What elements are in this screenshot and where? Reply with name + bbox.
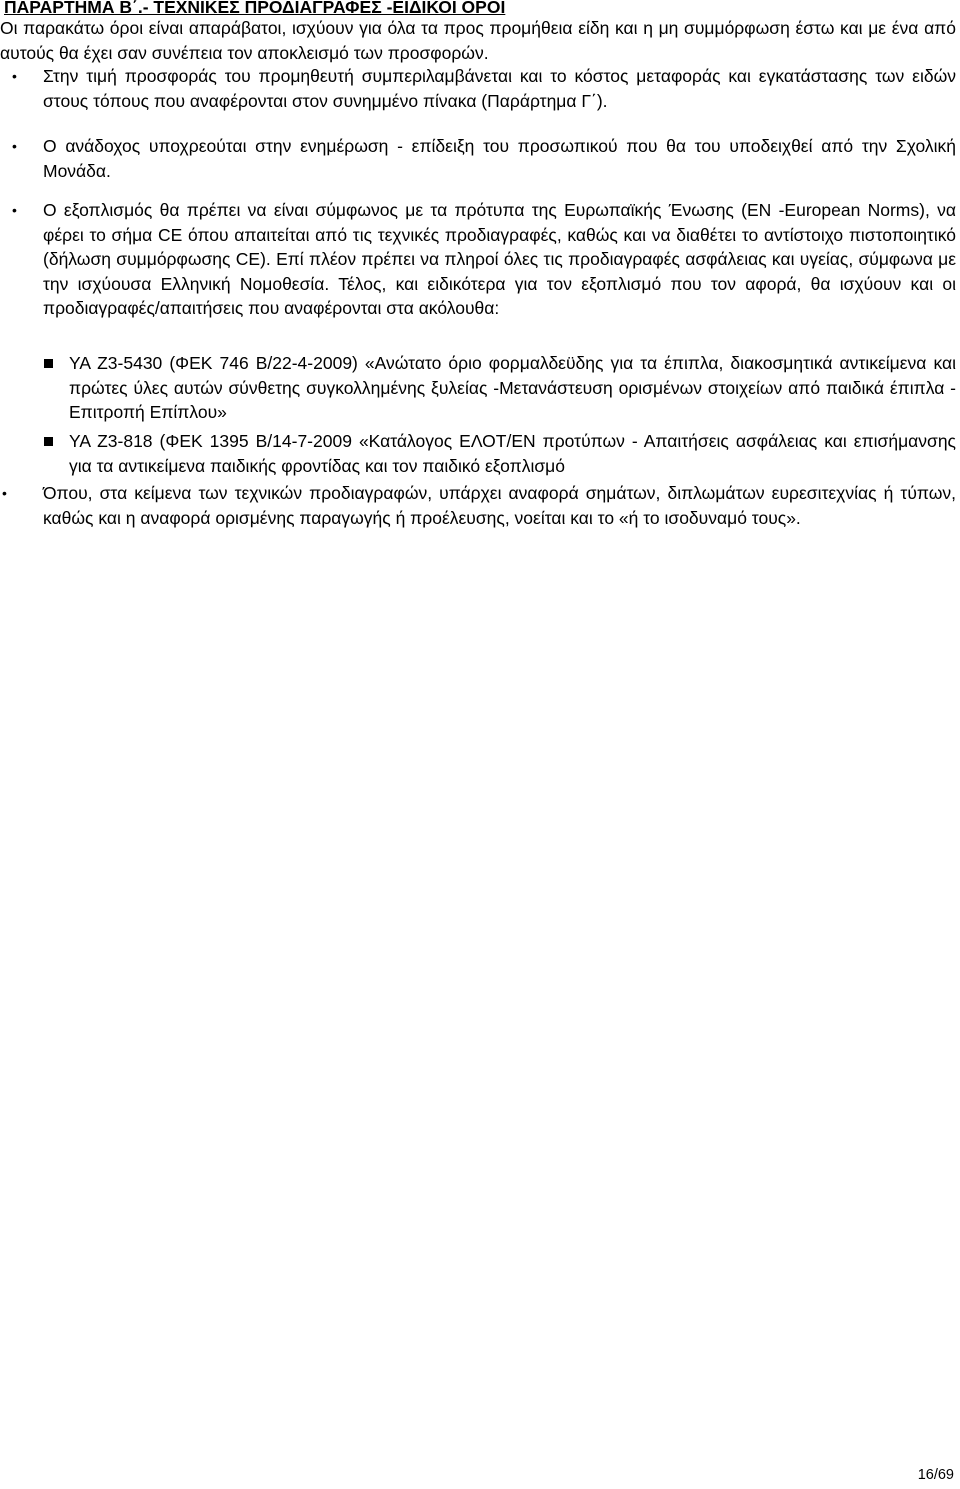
page-title: ΠΑΡΑΡΤΗΜΑ Β΄.- ΤΕΧΝΙΚΕΣ ΠΡΟΔΙΑΓΡΑΦΕΣ -ΕΙΔΙΚΟΙ ΟΡΟΙ <box>4 0 506 17</box>
bullet-text: Ο εξοπλισμός θα πρέπει να είναι σύμφωνος με τα πρότυπα της Ευρωπαϊκής Ένωσης (EN -European Norms), να φέρει το σήμα CE όπου απαιτείται από τις τεχνικές προδιαγραφές, καθώς και να διαθέτει το αντίστοιχο πιστοποιητικό (δήλωση συμμόρφωσης CE). Επί πλέον πρέπει να πληροί όλες τις προδιαγραφές ασφάλειας και υγείας, σύμφωνα με την ισχύουσα Ελληνική Νομοθεσία. Τέλος, και ειδικότερα για τον εξοπλισμό που τον αφορά, θα ισχύουν και οι προδιαγραφές/απαιτήσεις που αναφέρονται στα ακόλουθα: <box>43 200 956 318</box>
square-bullet-icon <box>44 359 53 368</box>
intro-paragraph: Οι παρακάτω όροι είναι απαράβατοι, ισχύουν για όλα τα προς προμήθεια είδη και η μη συμμόρφωση έστω και με ένα από αυτούς θα έχει σαν συνέπεια τον αποκλεισμό των προσφορών. <box>0 18 956 63</box>
square-bullet-icon <box>44 437 53 446</box>
page-number: 16/69 <box>917 1467 954 1483</box>
bullet-text: Ο ανάδοχος υποχρεούται στην ενημέρωση - επίδειξη του προσωπικού που θα του υποδειχθεί από την Σχολική Μονάδα. <box>43 136 956 181</box>
bullet-text: Στην τιμή προσφοράς του προμηθευτή συμπεριλαμβάνεται και το κόστος μεταφοράς και εγκατάστασης των ειδών στους τόπους που αναφέρονται στον συνημμένο πίνακα (Παράρτημα Γ΄). <box>43 66 956 111</box>
bullet-marker: • <box>12 138 17 154</box>
bullet-marker: • <box>2 485 7 501</box>
bullet-text: Όπου, στα κείμενα των τεχνικών προδιαγραφών, υπάρχει αναφορά σημάτων, διπλωμάτων ευρεσιτεχνίας ή τύπων, καθώς και η αναφορά ορισμένης παραγωγής ή προέλευσης, νοείται και το «ή το ισοδυναμό τους». <box>43 483 956 528</box>
sub-item-text: ΥΑ Ζ3-5430 (ΦΕΚ 746 Β/22-4-2009) «Ανώτατο όριο φορμαλδεϋδης για τα έπιπλα, διακοσμητικά αντικείμενα και πρώτες ύλες αυτών σύνθετης συγκολλημένης ξυλείας -Μετανάστευση ορισμένων στοιχείων από παιδικά έπιπλα - Επιτροπή Επίπλου» <box>69 353 956 422</box>
bullet-marker: • <box>12 68 17 84</box>
sub-item-text: ΥΑ Ζ3-818 (ΦΕΚ 1395 Β/14-7-2009 «Κατάλογος ΕΛΟΤ/ΕΝ προτύπων - Απαιτήσεις ασφάλειας και επισήμανσης για τα αντικείμενα παιδικής φροντίδας και τον παιδικό εξοπλισμό <box>69 431 956 476</box>
bullet-marker: • <box>12 202 17 218</box>
